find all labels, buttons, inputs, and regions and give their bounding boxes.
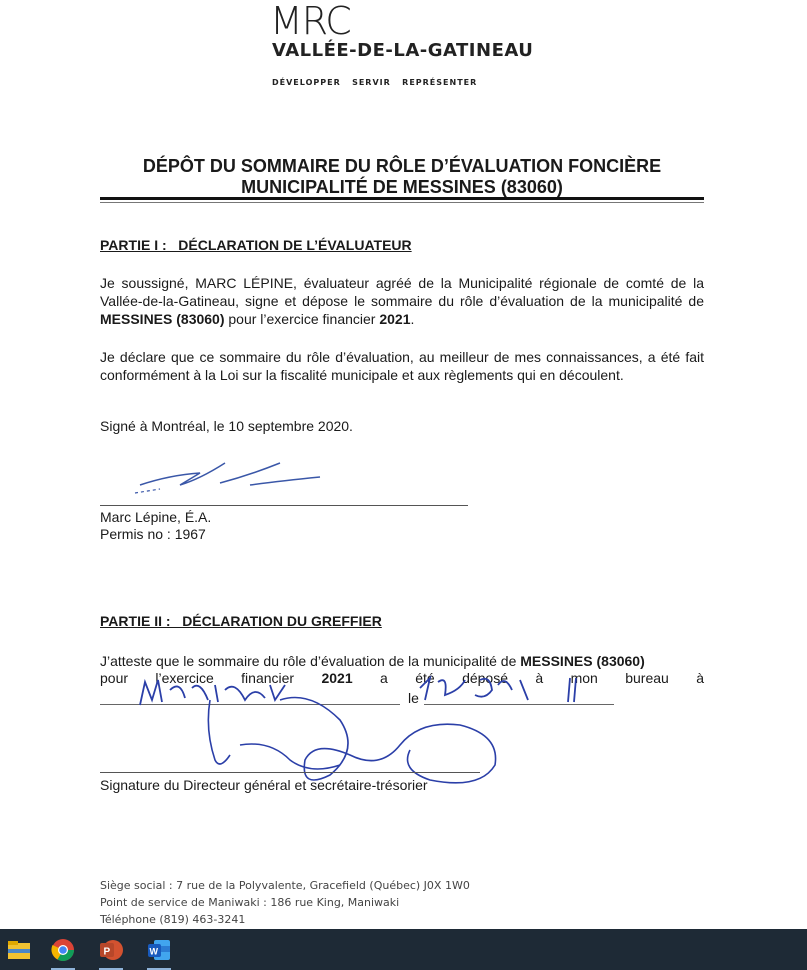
chrome-icon[interactable] bbox=[48, 935, 78, 965]
svg-text:W: W bbox=[149, 946, 158, 957]
clerk-signature-line bbox=[100, 772, 480, 773]
title-rule bbox=[100, 197, 704, 200]
word: 2021 bbox=[321, 670, 353, 686]
word-icon[interactable] bbox=[144, 935, 174, 965]
word: déposé bbox=[462, 670, 509, 686]
partie2-heading: PARTIE II : DÉCLARATION DU GREFFIER bbox=[100, 613, 382, 629]
le-label: le bbox=[408, 690, 419, 706]
windows-taskbar bbox=[0, 929, 807, 970]
word: a bbox=[380, 670, 388, 686]
word: pour bbox=[100, 670, 129, 686]
mrc-logo-mark bbox=[270, 0, 380, 40]
signed-date: Signé à Montréal, le 10 septembre 2020. bbox=[100, 418, 353, 434]
doc-title-line2: MUNICIPALITÉ DE MESSINES (83060) bbox=[241, 177, 563, 197]
footer-line2: Point de service de Maniwaki : 186 rue King, Maniwaki bbox=[100, 896, 400, 909]
footer-address bbox=[100, 877, 470, 928]
word: financier bbox=[241, 670, 295, 686]
word: mon bbox=[570, 670, 598, 686]
word: l’exercice bbox=[155, 670, 214, 686]
partie2-line1: J’atteste que le sommaire du rôle d’évaluation de la municipalité de MESSINES (83060) bbox=[100, 653, 645, 669]
logo-text: MRC bbox=[270, 0, 351, 40]
evaluator-signature bbox=[130, 455, 330, 500]
evaluator-name: Marc Lépine, É.A. bbox=[100, 509, 212, 525]
org-name: VALLÉE-DE-LA-GATINEAU bbox=[272, 40, 534, 61]
word: bureau bbox=[625, 670, 669, 686]
evaluator-signature-line bbox=[100, 505, 468, 506]
org-tagline: DÉVELOPPER SERVIR REPRÉSENTER bbox=[272, 78, 478, 87]
word: à bbox=[535, 670, 544, 686]
powerpoint-icon[interactable] bbox=[96, 935, 126, 965]
clerk-signature-caption: Signature du Directeur général et secrétaire-trésorier bbox=[100, 777, 428, 793]
svg-text:P: P bbox=[103, 946, 111, 958]
partie1-heading: PARTIE I : DÉCLARATION DE L’ÉVALUATEUR bbox=[100, 237, 412, 253]
evaluator-permit: Permis no : 1967 bbox=[100, 526, 206, 542]
mrc-logo bbox=[270, 0, 380, 40]
title-rule-thin bbox=[100, 202, 704, 203]
word: à bbox=[696, 670, 704, 686]
footer-line3: Téléphone (819) 463-3241 bbox=[100, 913, 246, 926]
partie1-paragraph1 bbox=[100, 274, 704, 328]
partie1-paragraph2: Je déclare que ce sommaire du rôle d’évaluation, au meilleur de mes connaissances, a été fait conformément à la Loi sur la fiscalité municipale et aux règlements qui en découlent. bbox=[100, 349, 704, 383]
word: été bbox=[415, 670, 435, 686]
footer-line1: Siège social : 7 rue de la Polyvalente, Gracefield (Québec) J0X 1W0 bbox=[100, 879, 470, 892]
partie1-p1-text: Je soussigné, MARC LÉPINE, évaluateur agréé de la Municipalité régionale de comté de la Vallée-de-la-Gatineau, signe et dépose le sommaire du rôle d’évaluation de la municipalité de MESSINES (83060) pour l’exercice financier 2021. bbox=[100, 275, 704, 327]
file-explorer-icon[interactable] bbox=[4, 935, 34, 965]
doc-title-line1: DÉPÔT DU SOMMAIRE DU RÔLE D’ÉVALUATION FONCIÈRE bbox=[142, 156, 662, 176]
